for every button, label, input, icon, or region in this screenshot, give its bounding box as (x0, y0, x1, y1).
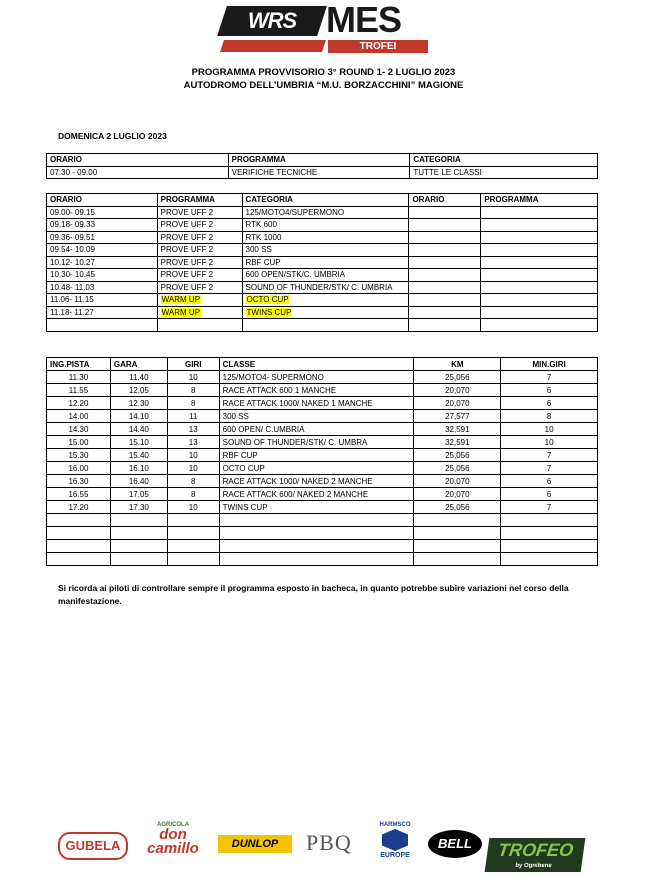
table-cell (242, 319, 409, 332)
table-cell (481, 231, 598, 244)
table-cell: 10 (501, 423, 598, 436)
table-header-row (47, 194, 598, 207)
table-cell: 11.18- 11.27 (47, 306, 158, 319)
table-cell: PROVE UFF 2 (157, 219, 242, 232)
header-cell: ORARIO (47, 194, 158, 207)
gubela-logo (58, 832, 128, 860)
table-cell (47, 527, 111, 540)
header-cell: PROGRAMMA (481, 194, 598, 207)
table-row (47, 527, 598, 540)
table-cell: RACE ATTACK 1000/ NAKED 2 MANCHE (219, 475, 414, 488)
header-cell: CATEGORIA (410, 154, 598, 167)
table-row (47, 436, 598, 449)
table-cell: VERIFICHE TECNICHE (228, 166, 410, 179)
header-cell: PROGRAMMA (228, 154, 410, 167)
table-cell: 125/MOTO4- SUPERMONO (219, 371, 414, 384)
table-cell: RACE ATTACK 1000/ NAKED 1 MANCHE (219, 397, 414, 410)
table-cell: 09.36- 09.51 (47, 231, 158, 244)
table-row (47, 423, 598, 436)
header-cell: MIN.GIRI (501, 358, 598, 371)
trofeo-text: TROFEO (496, 840, 575, 860)
doncamillo-logo (138, 822, 208, 866)
table-row (47, 319, 598, 332)
table-cell (409, 219, 481, 232)
table-cell (501, 540, 598, 553)
table-cell (167, 527, 219, 540)
table-row (47, 306, 598, 319)
header-cell: PROGRAMMA (157, 194, 242, 207)
table-cell: PROVE UFF 2 (157, 256, 242, 269)
pilot-notice: Si ricorda ai piloti di controllare sempre il programma esposto in bacheca, in quanto potrebbe subire variazioni nel corso della manifestazione. (58, 583, 569, 606)
table-row (47, 384, 598, 397)
table-cell: 25,056 (414, 371, 501, 384)
table-cell: PROVE UFF 2 (157, 244, 242, 257)
table-cell (157, 294, 242, 307)
table-cell (481, 269, 598, 282)
table-cell: 12.30 (110, 397, 167, 410)
table-cell: 8 (501, 410, 598, 423)
table-cell (409, 294, 481, 307)
table-cell (481, 294, 598, 307)
table-cell: 14.40 (110, 423, 167, 436)
table-row (47, 256, 598, 269)
table-cell: 16.30 (47, 475, 111, 488)
table-cell: 10.30- 10.45 (47, 269, 158, 282)
qualifying-table (46, 193, 598, 332)
trofeo-logo (485, 838, 586, 872)
table-row (47, 281, 598, 294)
table-cell: 6 (501, 397, 598, 410)
table-cell: RTK 1000 (242, 231, 409, 244)
table-cell: RACE ATTACK 600 1 MANCHE (219, 384, 414, 397)
table-cell: SOUND OF THUNDER/STK/ C. UMBRIA (242, 281, 409, 294)
header-cell: ORARIO (409, 194, 481, 207)
table-cell: 20,070 (414, 475, 501, 488)
table-cell: 6 (501, 488, 598, 501)
bell-text: BELL (438, 836, 472, 851)
header-cell: CATEGORIA (242, 194, 409, 207)
table-cell: 14.00 (47, 410, 111, 423)
table-row (47, 219, 598, 232)
pbq-text: PBQ (306, 830, 352, 855)
wrs-mes-logo (222, 0, 428, 65)
table-cell: PROVE UFF 2 (157, 269, 242, 282)
table-row (47, 540, 598, 553)
table-header-row (47, 358, 598, 371)
harmsco-logo (374, 822, 416, 866)
table-row (47, 488, 598, 501)
highlighted-text: TWINS CUP (246, 307, 292, 317)
table-cell (409, 306, 481, 319)
table-cell: 09.00- 09.15 (47, 206, 158, 219)
table-row (47, 206, 598, 219)
table-cell: 8 (167, 488, 219, 501)
table-cell: 11 (167, 410, 219, 423)
table-cell (501, 514, 598, 527)
table-header-row (47, 154, 598, 167)
verification-table (46, 153, 598, 179)
table-cell (219, 514, 414, 527)
table-cell: TUTTE LE CLASSI (410, 166, 598, 179)
table-cell (157, 319, 242, 332)
table-cell: 07.30 - 09.00 (47, 166, 229, 179)
logo-red-bar (220, 40, 326, 52)
table-cell (409, 256, 481, 269)
table-cell: 15.40 (110, 449, 167, 462)
table-cell: PROVE UFF 2 (157, 231, 242, 244)
table-cell: 300 SS (219, 410, 414, 423)
table-cell: 12.20 (47, 397, 111, 410)
table-cell (481, 319, 598, 332)
table-cell: 15.30 (47, 449, 111, 462)
table-cell: RBF CUP (242, 256, 409, 269)
table-cell (167, 553, 219, 566)
race-table (46, 357, 598, 566)
gubela-text: GUBELA (65, 838, 121, 853)
table-cell: 16.40 (110, 475, 167, 488)
table-cell: 27,577 (414, 410, 501, 423)
table-cell (409, 206, 481, 219)
logo-wrs-block (217, 6, 327, 36)
table-cell (110, 527, 167, 540)
table-cell: 7 (501, 501, 598, 514)
table-cell: 17.30 (110, 501, 167, 514)
highlighted-text: OCTO CUP (246, 295, 289, 305)
table-cell: 16.00 (47, 462, 111, 475)
table-row (47, 166, 598, 179)
bell-logo (428, 830, 482, 858)
table-cell (167, 514, 219, 527)
logo-wrs-text: WRS (247, 8, 297, 33)
highlighted-text: WARM UP (161, 307, 201, 317)
table-cell: 09.54- 10.09 (47, 244, 158, 257)
table-cell (47, 514, 111, 527)
table-cell: 600 OPEN/STK/C. UMBRIA (242, 269, 409, 282)
doncamillo-top: AGRICOLA (157, 822, 189, 828)
table-cell (157, 306, 242, 319)
header-cell: ING.PISTA (47, 358, 111, 371)
table-cell (414, 514, 501, 527)
table-cell: 15.10 (110, 436, 167, 449)
table-cell: 14.30 (47, 423, 111, 436)
table-cell: 32,591 (414, 436, 501, 449)
table-cell: 20,070 (414, 488, 501, 501)
header-cell: GARA (110, 358, 167, 371)
table-cell: 7 (501, 462, 598, 475)
table-row (47, 449, 598, 462)
harmsco-bottom: EUROPE (380, 852, 410, 859)
table-cell (501, 527, 598, 540)
table-cell: 300 SS (242, 244, 409, 257)
table-cell: 20,070 (414, 397, 501, 410)
table-cell: 8 (167, 384, 219, 397)
table-cell: 16.55 (47, 488, 111, 501)
table-row (47, 231, 598, 244)
header-cell: CLASSE (219, 358, 414, 371)
header-cell: GIRI (167, 358, 219, 371)
table-cell: SOUND OF THUNDER/STK/ C. UMBRA (219, 436, 414, 449)
table-cell: 10 (167, 501, 219, 514)
table-cell (409, 269, 481, 282)
table-cell: 32,591 (414, 423, 501, 436)
table-cell: RACE ATTACK 600/ NAKED 2 MANCHE (219, 488, 414, 501)
dunlop-text: DUNLOP (231, 838, 279, 850)
table-cell (110, 514, 167, 527)
table-cell: 7 (501, 449, 598, 462)
table-row (47, 371, 598, 384)
table-cell: 20,070 (414, 384, 501, 397)
table-row (47, 410, 598, 423)
table-cell: PROVE UFF 2 (157, 206, 242, 219)
table-cell: 10 (501, 436, 598, 449)
table-cell (409, 281, 481, 294)
dunlop-logo (218, 835, 292, 853)
schedule-date: DOMENICA 2 LUGLIO 2023 (58, 131, 167, 141)
logo-mes-text: MES (326, 0, 402, 40)
table-cell: 6 (501, 475, 598, 488)
table-cell: 7 (501, 371, 598, 384)
table-cell (481, 281, 598, 294)
pbq-logo (306, 830, 352, 856)
table-cell (481, 244, 598, 257)
table-cell (219, 553, 414, 566)
harmsco-top: HARMSCO (379, 822, 411, 828)
table-cell (219, 527, 414, 540)
table-cell (481, 206, 598, 219)
table-cell: 11.06- 11.15 (47, 294, 158, 307)
table-cell: 8 (167, 397, 219, 410)
table-cell: TWINS CUP (219, 501, 414, 514)
table-row (47, 475, 598, 488)
table-cell (409, 231, 481, 244)
table-cell (242, 294, 409, 307)
document-subtitle: AUTODROMO DELL’UMBRIA “M.U. BORZACCHINI” MAGIONE (183, 80, 464, 91)
table-cell: 10.48- 11.03 (47, 281, 158, 294)
table-row (47, 397, 598, 410)
table-cell (414, 553, 501, 566)
table-cell (110, 540, 167, 553)
table-cell (47, 319, 158, 332)
table-row (47, 244, 598, 257)
document-title: PROGRAMMA PROVVISORIO 3° ROUND 1- 2 LUGLIO 2023 (191, 67, 456, 78)
table-cell (242, 306, 409, 319)
doncamillo-camillo: camillo (147, 840, 199, 857)
table-cell (414, 527, 501, 540)
table-cell: 11.40 (110, 371, 167, 384)
table-cell: RBF CUP (219, 449, 414, 462)
table-cell (47, 553, 111, 566)
table-cell (409, 244, 481, 257)
table-cell: OCTO CUP (219, 462, 414, 475)
logo-subtitle: TROFEI MOTOESTATE (328, 40, 428, 53)
table-cell: 600 OPEN/ C.UMBRIA (219, 423, 414, 436)
table-cell: 10 (167, 371, 219, 384)
header-cell: ORARIO (47, 154, 229, 167)
table-cell (167, 540, 219, 553)
table-cell (110, 553, 167, 566)
table-cell: 16.10 (110, 462, 167, 475)
doncamillo-don: don (159, 826, 187, 843)
table-cell: 10.12- 10.27 (47, 256, 158, 269)
table-cell: 11.55 (47, 384, 111, 397)
table-row (47, 514, 598, 527)
trofeo-sub: by Ognibene (514, 863, 553, 869)
table-cell (501, 553, 598, 566)
table-row (47, 269, 598, 282)
table-cell (481, 256, 598, 269)
table-cell: 10 (167, 462, 219, 475)
table-cell (481, 219, 598, 232)
table-cell: 25,056 (414, 449, 501, 462)
table-cell (219, 540, 414, 553)
table-cell: RTK 600 (242, 219, 409, 232)
table-cell (409, 319, 481, 332)
header-cell: KM (414, 358, 501, 371)
table-cell: 6 (501, 384, 598, 397)
table-cell: 14.10 (110, 410, 167, 423)
table-row (47, 553, 598, 566)
table-row (47, 462, 598, 475)
table-cell: 13 (167, 436, 219, 449)
harmsco-emblem-icon (382, 829, 408, 851)
table-row (47, 294, 598, 307)
table-cell: 15.00 (47, 436, 111, 449)
table-cell (47, 540, 111, 553)
table-cell: 09.18- 09.33 (47, 219, 158, 232)
table-cell: 12.05 (110, 384, 167, 397)
table-cell: 25,056 (414, 462, 501, 475)
table-cell: 10 (167, 449, 219, 462)
highlighted-text: WARM UP (161, 295, 201, 305)
table-cell: 17.20 (47, 501, 111, 514)
table-cell: 17.05 (110, 488, 167, 501)
table-cell: 25,056 (414, 501, 501, 514)
table-cell: 8 (167, 475, 219, 488)
table-cell: PROVE UFF 2 (157, 281, 242, 294)
table-cell (414, 540, 501, 553)
table-cell: 13 (167, 423, 219, 436)
table-row (47, 501, 598, 514)
table-cell: 125/MOTO4/SUPERMONO (242, 206, 409, 219)
table-cell: 11.30 (47, 371, 111, 384)
table-cell (481, 306, 598, 319)
